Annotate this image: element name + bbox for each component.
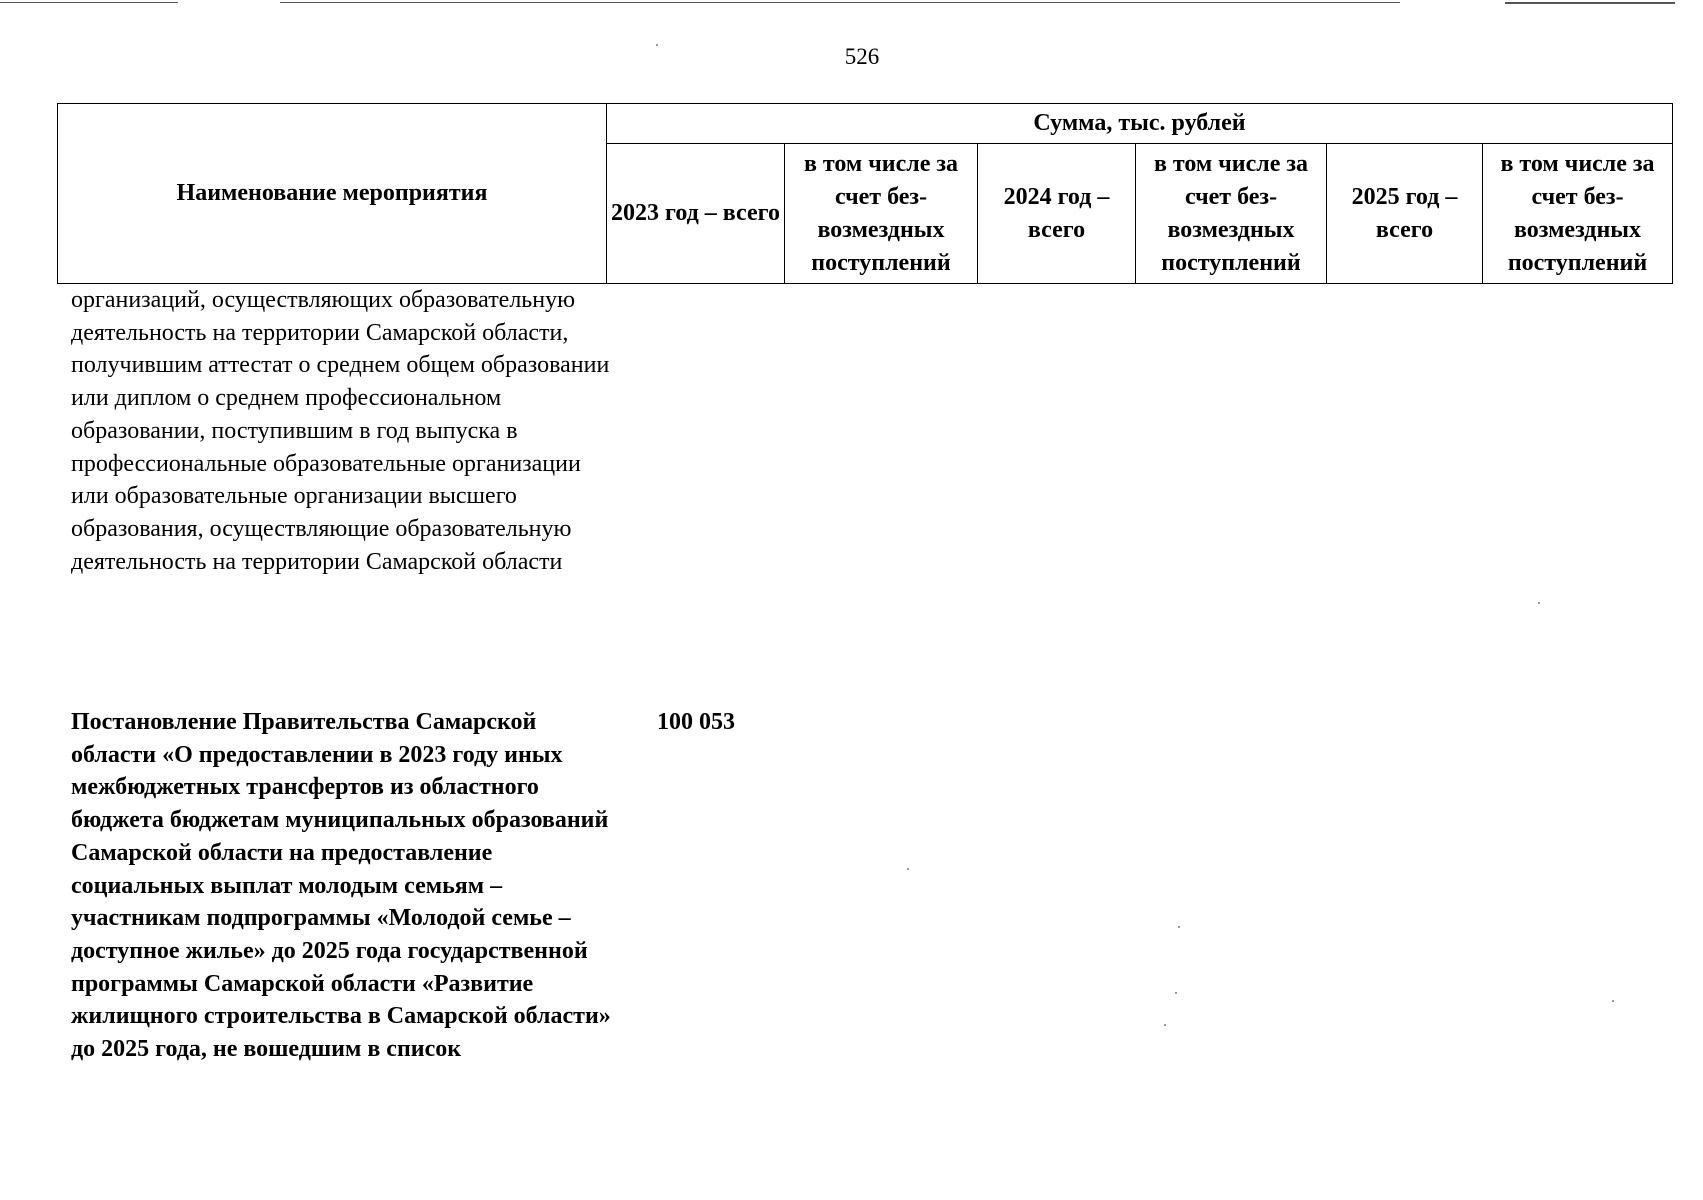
scan-artifact-line	[1505, 2, 1675, 4]
scan-speck	[1164, 1024, 1166, 1026]
row-activity-name: организаций, осуществляющих образовательную деятельность на территории Самарской области, получившим аттестат о среднем общем образовании или диплом о среднем профессиональном образовании, поступившим в год выпуска в профессиональные образовательные организации или образовательные организации высшего образования, осуществляющие образовательную деятельность на территории Самарской области	[71, 287, 610, 575]
scan-speck	[1612, 1000, 1614, 1002]
column-header-2024-total: 2024 год – всего	[978, 144, 1136, 284]
column-header-2024-grants: в том числе за счет без-возмездных поступлений	[1136, 144, 1327, 284]
scan-speck	[1178, 926, 1180, 928]
column-header-2023-total: 2023 год – всего	[607, 144, 785, 284]
page-number: 526	[844, 44, 880, 69]
scan-speck	[1175, 992, 1177, 994]
column-group-sum: Сумма, тыс. рублей	[607, 104, 1673, 144]
scan-speck	[656, 44, 658, 46]
column-header-name: Наименование мероприятия	[58, 104, 607, 284]
column-header-2023-grants: в том числе за счет без-возмездных поступлений	[785, 144, 978, 284]
budget-table-header	[57, 103, 1673, 284]
row-activity-name: Постановление Правительства Самарской области «О предоставлении в 2023 году иных межбюджетных трансфертов из областного бюджета бюджетам муниципальных образований Самарской области на предоставление социальных выплат молодым семьям – участникам подпрограммы «Молодой семье – доступное жилье» до 2025 года государственной программы Самарской области «Развитие жилищного строительства в Самарской области» до 2025 года, не вошедшим в список	[71, 709, 611, 1063]
column-header-2025-grants: в том числе за счет без-возмездных поступлений	[1483, 144, 1673, 284]
scan-speck	[1538, 602, 1540, 604]
row-value-2023-total: 100 053	[657, 709, 735, 735]
scan-speck	[907, 868, 909, 870]
scan-artifact-line	[0, 2, 178, 3]
scan-artifact-line	[280, 2, 1400, 3]
column-header-2025-total: 2025 год – всего	[1327, 144, 1483, 284]
